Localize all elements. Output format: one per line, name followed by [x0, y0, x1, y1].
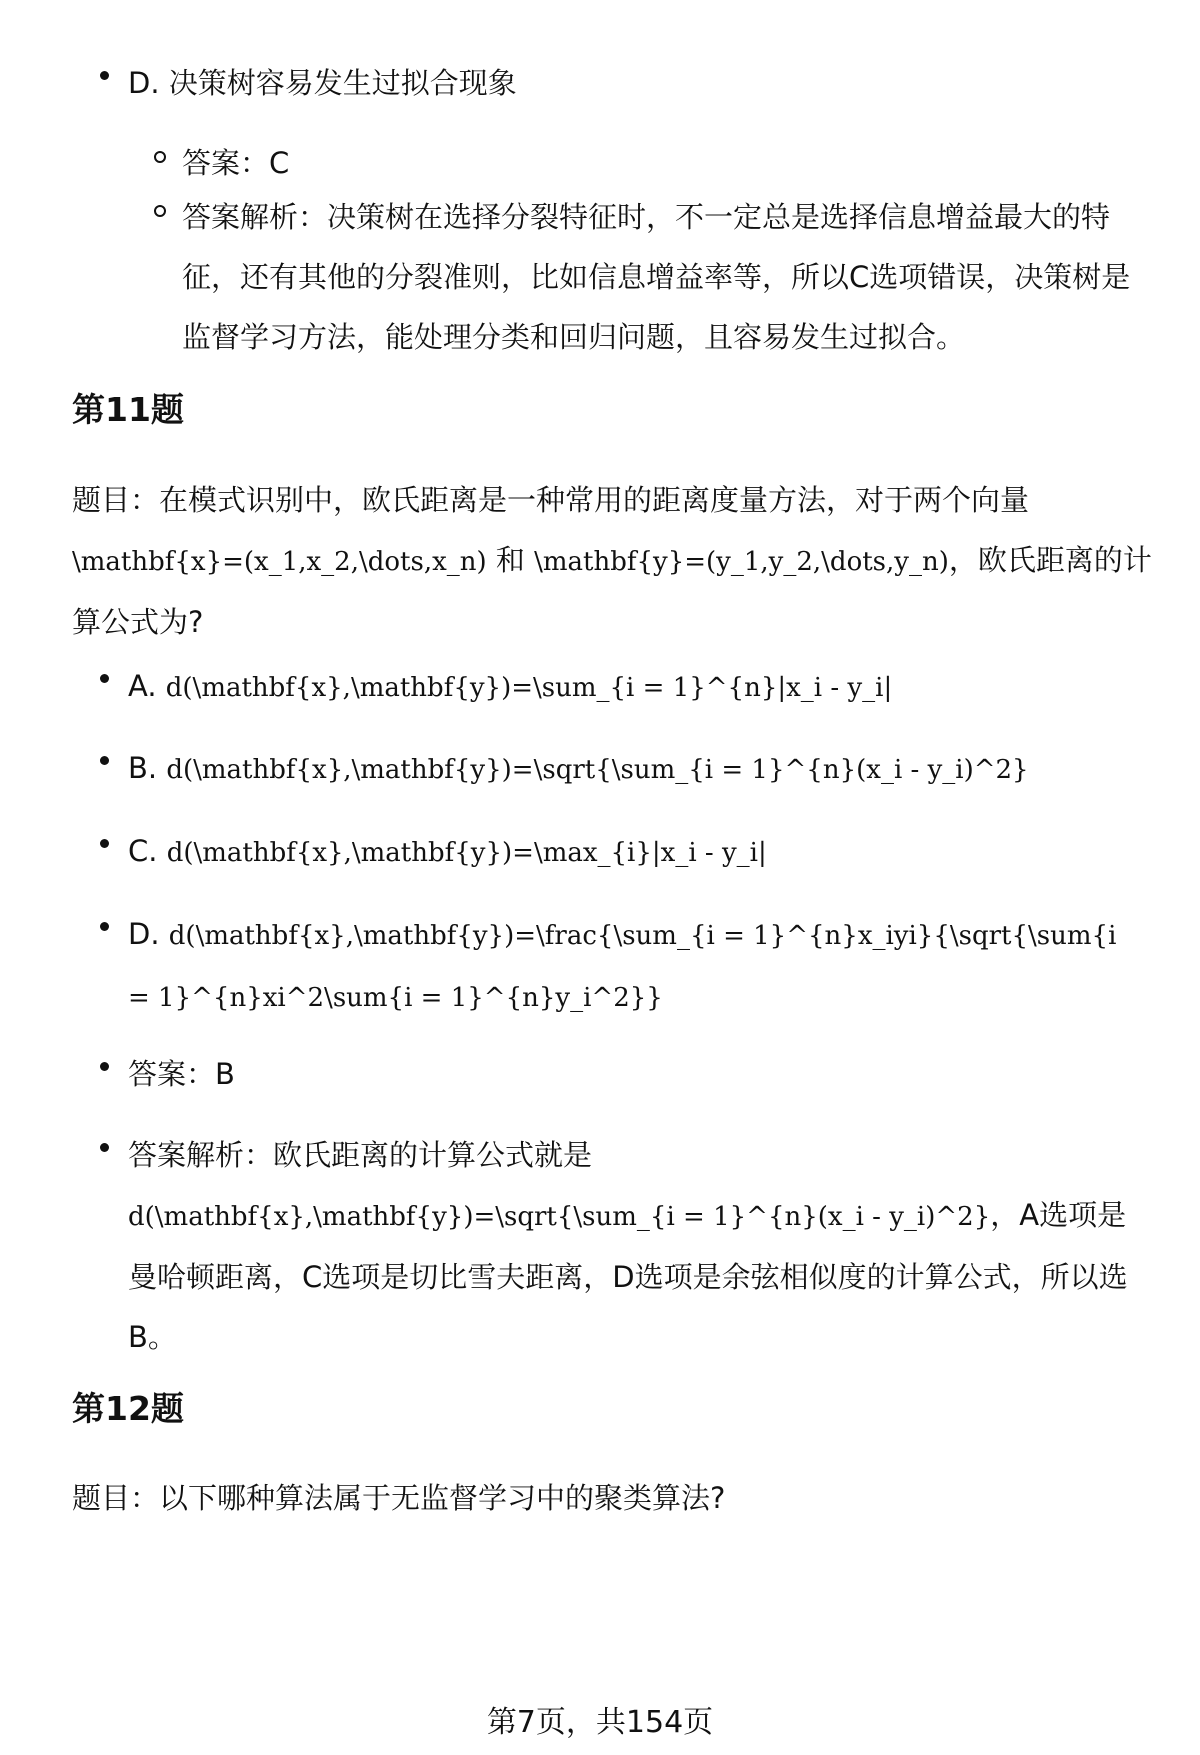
q11-option-d-label: D. [128, 917, 169, 951]
q11-option-b-content [128, 738, 1128, 800]
bullet-dot [100, 1062, 109, 1071]
q11-stem-mid: 和 [486, 543, 535, 577]
q11-option-c-content [128, 821, 1128, 883]
q11-option-a-label: A. [128, 669, 166, 703]
bullet-dot [100, 922, 109, 931]
q11-option-a-content [128, 656, 1128, 718]
q11-explanation-prefix: 答案解析：欧氏距离的计算公式就是 [128, 1138, 593, 1172]
q11-stem-math-y: \mathbf{y}=(y_1,y_2,\dots,y_n) [534, 547, 949, 577]
q11-stem-prefix: 题目：在模式识别中，欧氏距离是一种常用的距离度量方法，对于两个向量 [72, 483, 1030, 517]
q11-stem [72, 470, 1152, 652]
q11-stem-math-x: \mathbf{x}=(x_1,x_2,\dots,x_n) [72, 547, 487, 577]
q11-explanation-content [128, 1125, 1128, 1367]
q12-stem: 题目：以下哪种算法属于无监督学习中的聚类算法? [72, 1481, 726, 1515]
q11-heading: 第11题 [72, 390, 184, 429]
q11-stem-suffix: ，欧氏距离的计算公式为? [72, 543, 1152, 639]
q12-heading: 第12题 [72, 1389, 184, 1428]
prev-option-d-text: D. 决策树容易发生过拟合现象 [128, 66, 517, 100]
sub-bullet-dot [154, 151, 166, 163]
page-footer: 第7页，共154页 [486, 1705, 714, 1740]
q11-option-d-content [128, 904, 1128, 1028]
q11-option-d-math: d(\mathbf{x},\mathbf{y})=\frac{\sum_{i = 1}^{n}x_iyi}{\sqrt{\sum{i = 1}^{n}xi^2\sum{i = 1}^{n}y_i^2}} [128, 921, 1117, 1013]
bullet-dot [100, 674, 109, 683]
sub-bullet-dot [154, 205, 166, 217]
bullet-dot [100, 756, 109, 765]
q11-option-c-math: d(\mathbf{x},\mathbf{y})=\max_{i}|x_i - y_i| [166, 838, 767, 868]
q11-explanation-suffix: ，A选项是曼哈顿距离，C选项是切比雪夫距离，D选项是余弦相似度的计算公式，所以选B。 [128, 1198, 1128, 1354]
q11-option-a-math: d(\mathbf{x},\mathbf{y})=\sum_{i = 1}^{n}|x_i - y_i| [165, 673, 893, 703]
prev-explanation-text: 答案解析：决策树在选择分裂特征时，不一定总是选择信息增益最大的特征，还有其他的分裂准则，比如信息增益率等，所以C选项错误，决策树是监督学习方法，能处理分类和回归问题，且容易发生过拟合。 [182, 200, 1131, 354]
bullet-dot [100, 839, 109, 848]
bullet-dot [100, 71, 109, 80]
q11-option-c-label: C. [128, 834, 167, 868]
q11-option-b-label: B. [128, 751, 167, 785]
prev-answer-text: 答案：C [182, 146, 290, 180]
q11-explanation-math: d(\mathbf{x},\mathbf{y})=\sqrt{\sum_{i = 1}^{n}(x_i - y_i)^2} [128, 1202, 991, 1232]
bullet-dot [100, 1143, 109, 1152]
q11-answer-text: 答案：B [128, 1057, 235, 1091]
q11-option-b-math: d(\mathbf{x},\mathbf{y})=\sqrt{\sum_{i = 1}^{n}(x_i - y_i)^2} [166, 755, 1029, 785]
